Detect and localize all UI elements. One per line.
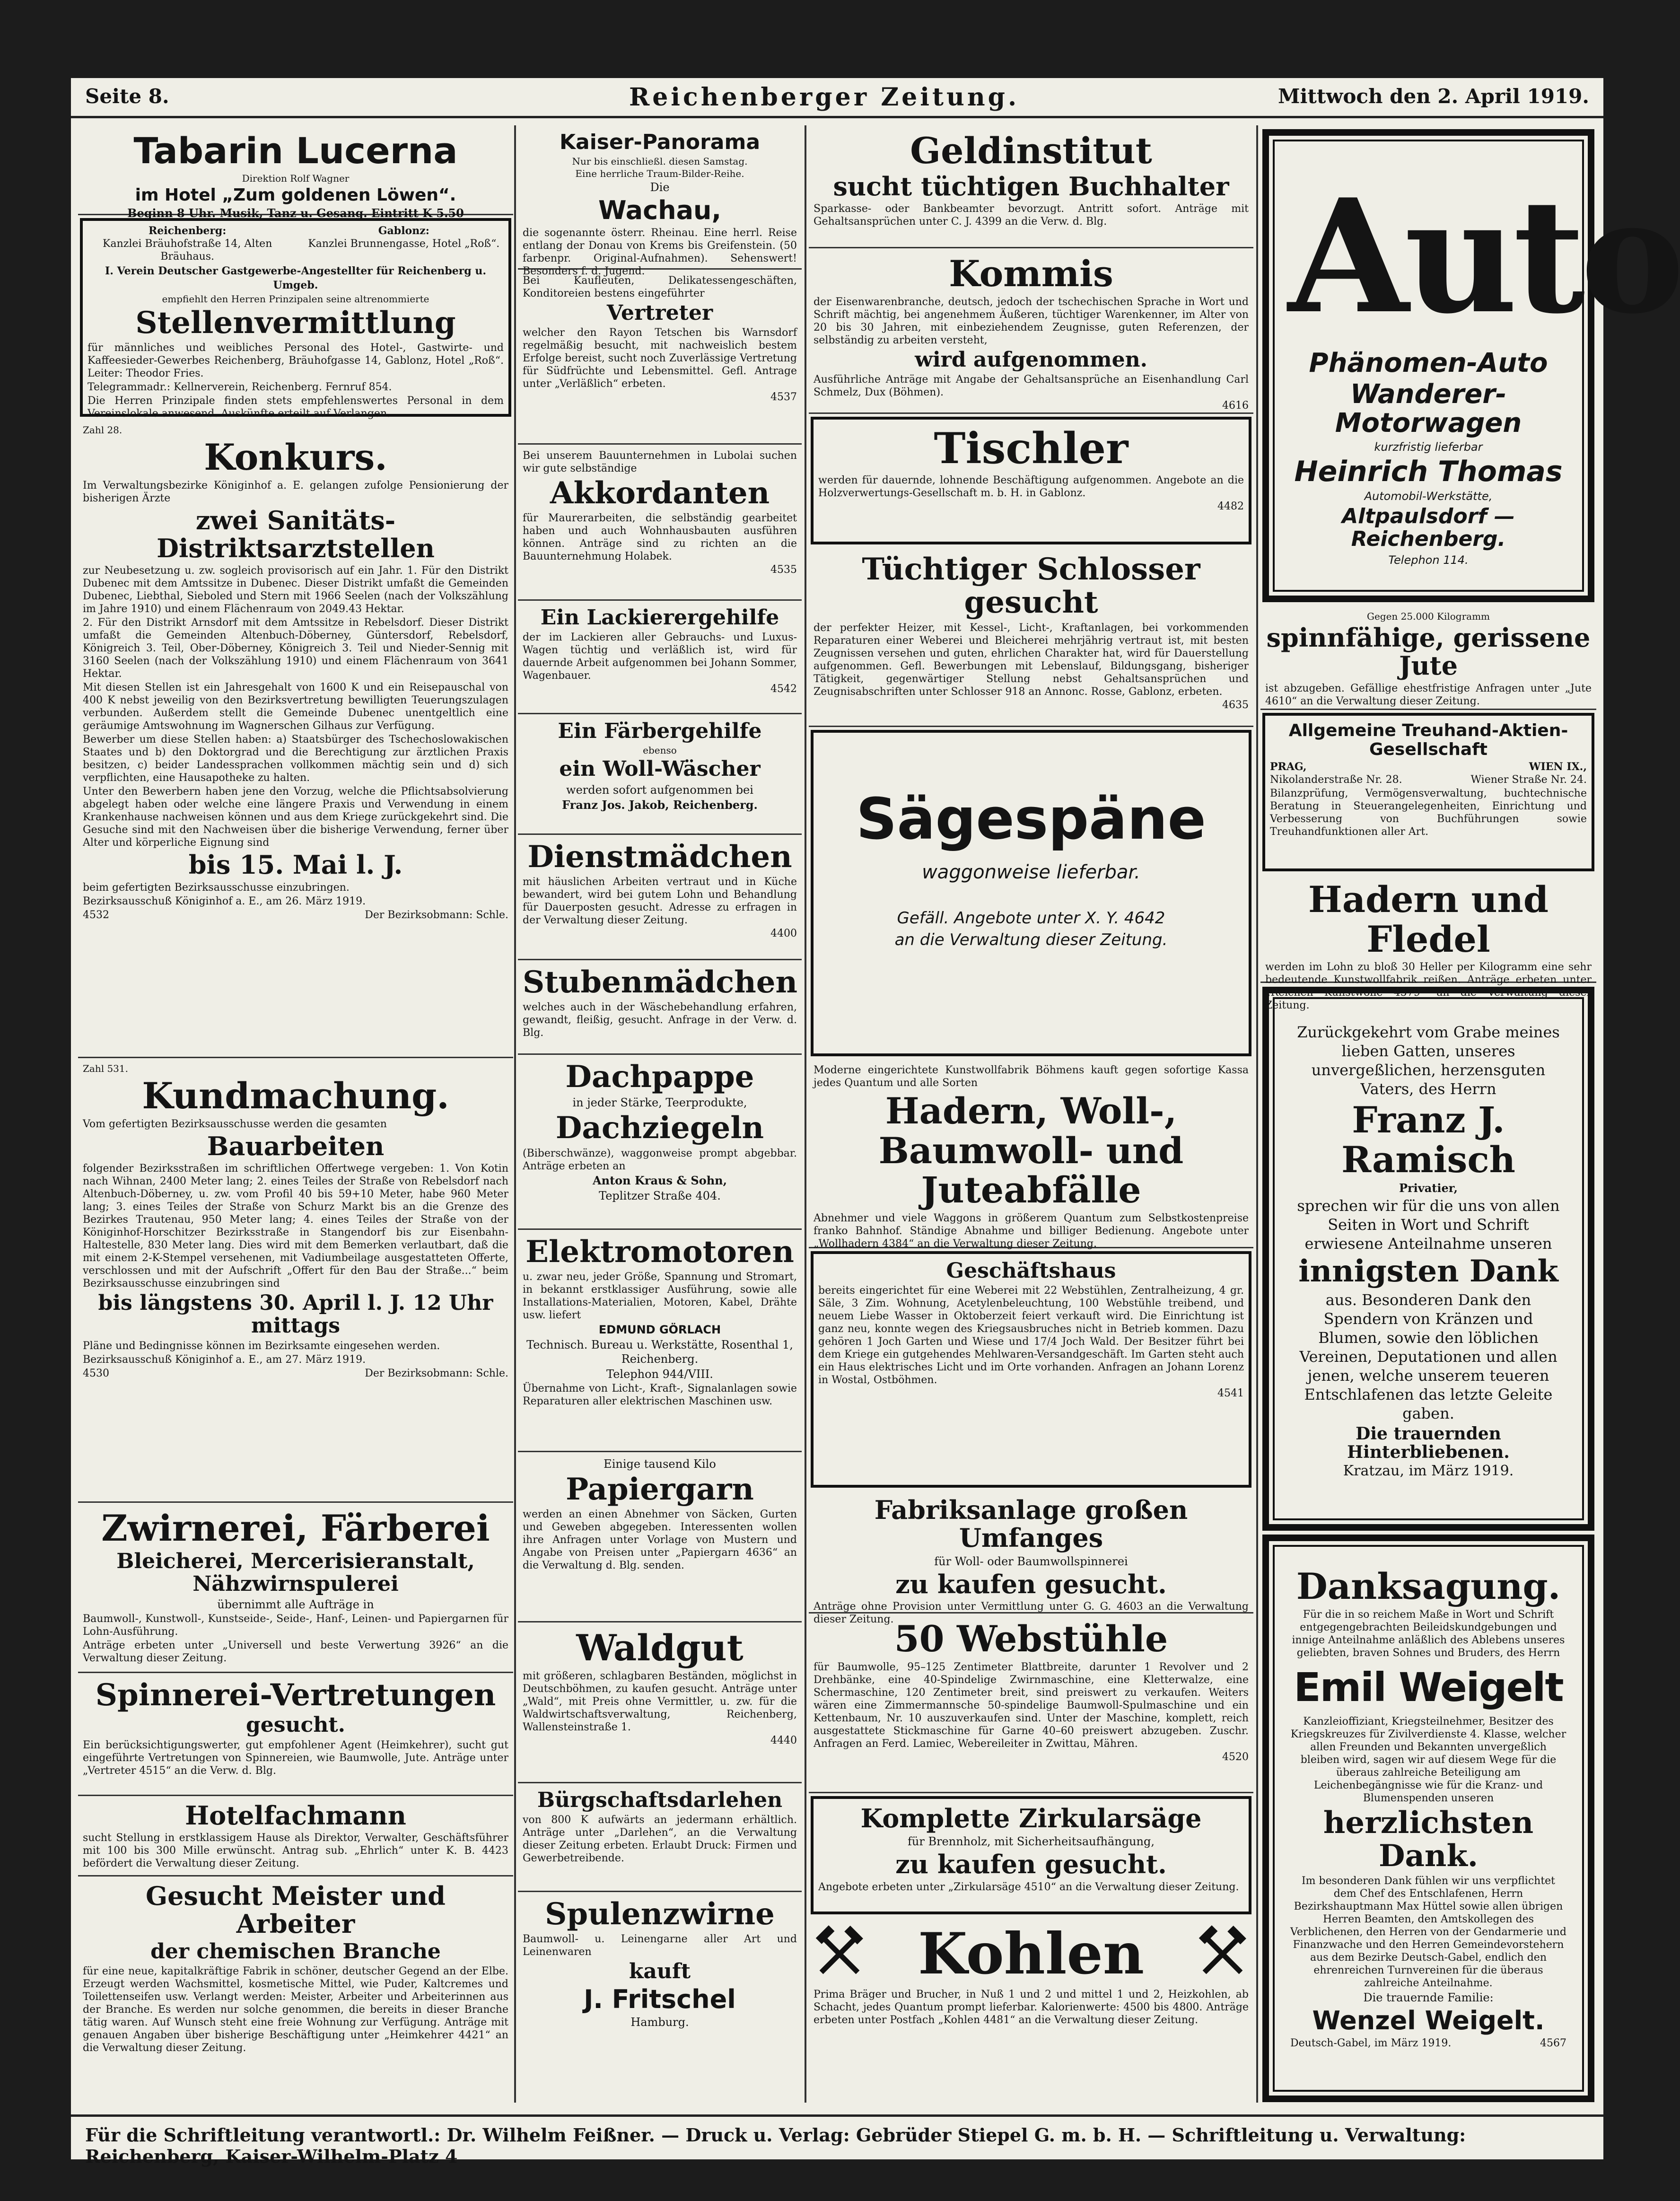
ad-papiergarn (518, 1452, 802, 1622)
ad-body: Bilanzprüfung, Vermögensverwaltung, buchtechnische Beratung in Steuerangelegenheiten, Einrichtung und Verbesserung von Buchführungen sowie Treuhandfunktionen aller Art. (1270, 788, 1587, 838)
ad-pre: Einige tausend Kilo (604, 1457, 716, 1471)
column-rule (514, 125, 516, 2103)
ad-title: Komplette Zirkularsäge (860, 1803, 1202, 1833)
ad-body: der perfekter Heizer, mit Kessel-, Licht-, Kraftanlagen, bei vorkommenden Reparaturen einer Weberei und Bleicherei mehrjährig vertraut ist, mit besten Zeugnissen versehen und guten, ehrlichen Charakter hat, wird für Dauerstellung aufgenommen. Gefl. Bewerbungen mit Lebenslauf, Bildungsgang, bisheriger Tätigkeit, gegenwärtiger Stellung nebst Gehaltsansprüchen und Zeugnisabschriften unter Schlosser 918 an Annonc. Rosse, Gablonz, erbeten. (814, 622, 1249, 698)
notice-deadline: bis 15. Mai l. J. (188, 850, 403, 880)
notice-requirements: Bewerber um diese Stellen haben: a) Staatsbürger des Tschechoslowakischen Staates und b) den Doktorgrad und die Berechtigung zur ärztlichen Praxis besitzen, c) beider Landessprachen vollkommen mächtig sein und d) sich verpflichten, eine Hausapotheke zu halten. (83, 734, 508, 784)
ad-end: Angebote erbeten unter „Zirkularsäge 4510“ an die Verwaltung dieser Zeitung. (818, 1881, 1239, 1893)
ad-line: in jeder Stärke, Teerprodukte, (572, 1096, 747, 1110)
ad-stellenvermittlung (80, 218, 511, 420)
notice-end: Pläne und Bedingnisse können im Bezirksamte eingesehen werden. (83, 1340, 440, 1352)
ad-phone: Telephon 114. (1388, 553, 1469, 567)
newspaper-page (71, 78, 1680, 2167)
ad-schlosser (809, 547, 1253, 727)
ad-note: Die Herren Prinzipale finden stets empfehlenswertes Personal in dem Vereinslokale anwesend. Auskünfte erteilt auf Verlangen. (88, 395, 504, 420)
ad-code: 4567 (1540, 2037, 1566, 2049)
ad-subtitle: wird aufgenommen. (915, 347, 1147, 372)
notice-subtitle: Bauarbeiten (207, 1131, 385, 1161)
ad-webstuehle (809, 1613, 1253, 1793)
ad-body: mit häuslichen Arbeiten vertraut und in Küche bewandert, wird bei gutem Lohn und Behandlung für Dauerposten gesucht. Adresse zu erfragen in der Verwaltung dieser Zeitung. (523, 876, 797, 927)
ad-vertreter (518, 270, 802, 445)
ad-body: werden im Lohn zu bloß 30 Heller per Kilogramm eine sehr bedeutende Kunstwollfabrik reißen. Anträge erbeten unter „Reichen Kunstwolle 4579“ an die Verwaltung dieser Zeitung. (1265, 961, 1592, 1012)
ad-title: 50 Webstühle (894, 1618, 1168, 1660)
page-header (71, 78, 1603, 118)
ad-line: Automobil-Werkstätte, (1364, 489, 1493, 503)
ad-body: der Eisenwarenbranche, deutsch, jedoch der tschechischen Sprache in Wort und Schrift mächtig, bei angenehmem Äußeren, tüchtiger Warenkenner, im Alter von 20 bis 30 Jahren, mit einbeziehendem Zeugnisse, guten Referenzen, der selbständig zu arbeiten versteht, (814, 296, 1249, 346)
newspaper-title: Reichenberger Zeitung. (629, 83, 1020, 112)
city-wien: WIEN IX., (1529, 761, 1587, 773)
ad-body: ist abzugeben. Gefällige ehestfristige Anfragen unter „Jute 4610“ an die Verwaltung dieser Zeitung. (1265, 682, 1592, 707)
column-1 (78, 125, 513, 2103)
ad-kommis (809, 248, 1253, 414)
ad-fabriksanlage (809, 1491, 1253, 1626)
ad-title: Gesucht Meister und Arbeiter (146, 1881, 446, 1939)
ad-phone: Telephon 944/VIII. (606, 1368, 713, 1381)
ad-treuhand (1262, 713, 1594, 871)
ad-auto (1262, 129, 1680, 602)
ad-title: Allgemeine Treuhand-Aktien-Gesellschaft (1288, 721, 1568, 759)
ad-body: werden sofort aufgenommen bei (566, 783, 753, 797)
obit-title: Danksagung. (1296, 1565, 1561, 1607)
ad-saegespaene (811, 730, 1251, 1056)
ad-title: Ein Färbergehilfe (558, 719, 762, 743)
office-reichenberg-address: Kanzlei Bräuhofstraße 14, Alten Bräuhaus. (103, 238, 272, 263)
obit-footer (1290, 2037, 1566, 2050)
ad-line: Wanderer-Motorwagen (1335, 378, 1522, 439)
ad-body: der im Lackieren aller Gebrauchs- und Luxus-Wagen tüchtig und verläßlich ist, wird für dauernde Arbeit aufgenommen bei Johann Sommer, Wagenbauer. (523, 631, 797, 682)
ad-title: Auto (1288, 165, 1680, 348)
ad-end: Anträge ohne Provision unter Vermittlung unter G. G. 4603 an die Verwaltung dieser Zeitung. (814, 1601, 1249, 1626)
obit-intro: Für die in so reichem Maße in Wort und Schrift entgegengebrachten Beileidskundgebungen und innige Anteilnahme anläßlich des Ablebens unseres geliebten, braven Sohnes und Bruders, des Herrn (1292, 1608, 1565, 1659)
ad-title: Elektromotoren (525, 1234, 794, 1270)
ad-association: I. Verein Deutscher Gastgewerbe-Angestellter für Reichenberg u. Umgeb. (105, 265, 487, 291)
notice-intro: Im Verwaltungsbezirke Königinhof a. E. gelangen zufolge Pensionierung der bisherigen Ärzte (83, 479, 508, 504)
ad-subtitle: gesucht. (246, 1713, 345, 1737)
ad-code: 4635 (1222, 699, 1249, 711)
ad-kauft: kauft (629, 1959, 691, 1984)
ad-title: Akkordanten (550, 475, 770, 511)
ad-intro: Bei Kaufleuten, Delikatessengeschäften, Konditoreien bestens eingeführter (523, 275, 797, 299)
ad-buergschaftsdarlehen (518, 1783, 802, 1892)
ad-code: 4537 (770, 391, 797, 403)
ad-address: Teplitzer Straße 404. (599, 1189, 721, 1202)
ad-body: für Maurerarbeiten, die selbständig gearbeitet haben und auch Wohnhausbauten ausführen können. Anträge sind zu richten an die Bauunternehmung Holabek. (523, 512, 797, 563)
ad-body: Ein berücksichtigungswerter, gut empfohlener Agent (Heimkehrer), sucht gut eingeführte Vertretungen von Spinnereien, wie Baumwolle, Jute. Anträge unter „Vertreter 4515“ an die Verw. d. Blg. (83, 1739, 508, 1777)
page-number: Seite 8. (85, 85, 169, 108)
ad-title: Tüchtiger Schlosser gesucht (862, 552, 1200, 621)
ad-body: für Baumwolle, 95–125 Zentimeter Blattbreite, darunter 1 Revolver und 2 Drehbänke, eine 40-Spindelige Zwirnmaschine, eine Kletterwalze, eine Schermaschine, 120 Zentimeter breit, sind preiswert zu verkaufen. Weiters wären eine Zimmermannsche 50-spindelige Baumwoll-Spulmaschine und ein Kettenbaum, Nr. 10 auszuverkaufen sind. Unter der Maschine, komplett, reich ausgestattete Stickmaschine für Garne 40–60 preiswert abzugeben. Zuschr. Anfragen an Ferd. Lamiec, Webereileiter in Zwittau, Mähren. (814, 1661, 1249, 1750)
ad-kohlen (809, 1917, 1253, 2045)
obituary-weigelt (1262, 1535, 1594, 2102)
column-rule (805, 125, 806, 2103)
ad-title: Dachziegeln (555, 1110, 764, 1146)
ad-body: werden für dauernde, lohnende Beschäftigung aufgenommen. Angebote an die Holzverwertungs-Gesellschaft m. b. H. in Gablonz. (818, 474, 1244, 499)
ad-zwirnerei (78, 1503, 513, 1673)
ad-title: Tischler (934, 423, 1129, 474)
ad-body: werden an einen Abnehmer von Säcken, Gurten und Geweben abgegeben. Interessenten wollen ihre Anfragen unter Vorlage von Mustern und Angabe von Preisen unter „Papiergarn 4636“ an die Verwaltung d. Blg. senden. (523, 1508, 797, 1572)
notice-subtitle: zwei Sanitäts-Distriktsarztstellen (157, 505, 435, 563)
ad-title: Stubenmädchen (523, 965, 797, 1000)
ad-city: Hamburg. (630, 2016, 689, 2029)
ad-code: 4482 (1217, 500, 1244, 512)
notice-paragraph: Mit diesen Stellen ist ein Jahresgehalt von 1600 K und ein Reisepauschal von 400 K nebst jeweilig von den Bezirksvertretung bewilligten Teuerungszulagen verbunden. Außerdem stellt die Gemeinde Dubenec unentgeltlich eine geräumige Amtswohnung im Wagnerschen Gilhaus zur Verfügung. (83, 682, 508, 732)
ad-address: Technisch. Bureau u. Werkstätte, Rosenthal 1, Reichenberg. (526, 1338, 793, 1366)
hammer-and-pick-icon (814, 1928, 866, 1980)
notice-body: folgender Bezirksstraßen im schriftlichen Offertwege vergeben: 1. Von Kotin nach Wihnan, 2400 Meter lang; 2. eines Teiles der Straße von Rebelsdorf nach Altenbuch-Döberney, u. zw. vom Profil 40 bis 59+10 Meter, habe 960 Meter lang; 3. eines Teiles der Straße von Schurz Markt bis an die Grenze des Bezirkes Trautenau, 950 Meter lang; 4. eines Teiles der Straße von der Königinhof-Horschitzer Bezirksstraße in Stangendorf bis zur Eisenbahn-Haltestelle, 830 Meter lang. Dies wird mit dem Bemerken verlautbart, daß die mit einem 2-K-Stempel versehenen, mit Vadiumbeilage ausgestatteten Offerte, verschlossen und mit der Aufschrift „Offert für den Bau der Straße...“ beim Bezirksausschusse einzubringen sind (83, 1162, 508, 1289)
ad-subtitle: Bleicherei, Mercerisieranstalt, Nähzwirnspulerei (116, 1549, 475, 1596)
obit-intro: Zurückgekehrt vom Grabe meines lieben Gatten, unseres unvergeßlichen, herzensguten Vaters, des Herrn (1297, 1023, 1560, 1098)
ad-code: 4535 (770, 564, 797, 576)
ad-pre: Gegen 25.000 Kilogramm (1366, 611, 1490, 622)
obit-body: Im besonderen Dank fühlen wir uns verpflichtet dem Chef des Entschlafenen, Herrn Bezirkshauptmann Max Hüttel sowie allen übrigen Herren Beamten, den Amtskollegen des Verblichenen, den Herren von der Gendarmerie und Finanzwache und den Herren Gemeindevorstehern aus dem Bezirke Deutsch-Gabel, endlich den ehrenreichen Turnvereinen für die überaus zahlreiche Anteilnahme. (1290, 1875, 1566, 1990)
ad-firm: J. Fritschel (584, 1984, 736, 2014)
notice-title: Kundmachung. (142, 1075, 449, 1117)
ad-body: sucht Stellung in erstklassigem Hause als Direktor, Verwalter, Geschäftsführer mit 100 bis 300 Mille erwünscht. Antrag sub. „Ehrlich“ unter K. B. 4423 befördert die Verwaltung dieser Zeitung. (83, 1832, 508, 1870)
page-footer (71, 2114, 1603, 2167)
ad-dienstmaedchen (518, 835, 802, 960)
ad-cities (1270, 761, 1587, 773)
ad-tail: Übernahme von Licht-, Kraft-, Signalanlagen sowie Reparaturen aller elektrischen Maschinen usw. (523, 1383, 797, 1408)
ad-spulenzwirne (518, 1892, 802, 2036)
ad-hotel: im Hotel „Zum goldenen Löwen“. (135, 185, 456, 205)
ad-lackierer (518, 601, 802, 714)
ad-subtitle: waggonweise lieferbar. (922, 861, 1140, 883)
ad-body: Abnehmer und viele Waggons in größerem Quantum zum Selbstkostenpreise franko Bahnhof. Ständige Abnahme und billiger Bedienung. Angebote unter „Wollhadern 4384“ an die Verwaltung dieser Zeitung. (814, 1212, 1249, 1250)
ad-subtitle: der chemischen Branche (150, 1939, 441, 1964)
ad-body: bereits eingerichtet für eine Weberei mit 22 Webstühlen, Zentralheizung, 4 gr. Säle, 3 Zim. Wohnung, Acetylenbeleuchtung, 100 Webstühle treibend, und neuem Liebe Wasser in Oktoberzeit feiert verkauft wird. Die Einrichtung ist ganz neu, konnte wegen des Kriegsausbruches nicht in Betrieb kommen. Dazu gehören 1 Joch Garten und Wiese und 17/4 Joch Wald. Der Besitzer führt bei dem Kriege ein gutgehendes Mehlwaren-Versandgeschäft. Im Garten steht auch ein Haus elektrisches Licht und im Orte vorhanden. Anfragen an Johann Lorenz in Wostal, Ostböhmen. (818, 1285, 1244, 1386)
ad-hotelfachmann (78, 1796, 513, 1877)
ad-line: für Brennholz, mit Sicherheitsaufhängung, (908, 1835, 1155, 1849)
ad-office-row (88, 237, 504, 263)
ad-line: kurzfristig lieferbar (1374, 440, 1483, 454)
ad-end: Anträge erbeten unter „Universell und beste Verwertung 3926“ an die Verwaltung dieser Zeitung. (83, 1640, 508, 1665)
address-prag: Nikolanderstraße Nr. 28. (1270, 774, 1402, 786)
ad-firm: Anton Kraus & Sohn, (593, 1173, 727, 1187)
ad-intro: Moderne eingerichtete Kunstwollfabrik Böhmens kauft gegen sofortige Kassa jedes Quantum und alle Sorten (814, 1064, 1249, 1089)
ad-subline: Direktion Rolf Wagner (242, 172, 350, 184)
ad-title: Spulenzwirne (545, 1896, 775, 1932)
ad-geldinstitut (809, 125, 1253, 248)
ad-line: Phänomen-Auto (1309, 348, 1548, 378)
ad-hadern-fledel (1260, 874, 1596, 1012)
ad-body: für männliches und weibliches Personal des Hotel-, Gastwirte- und Kaffeesieder-Gewerbes Reichenberg, Bräuhofgasse 14, Gablonz, Hotel „Roß“. Leiter: Theodor Fries. (88, 342, 504, 380)
notice-deadline: bis längstens 30. April l. J. 12 Uhr mittags (98, 1290, 493, 1338)
obit-signature-pre: Die trauernde Familie: (1363, 1991, 1494, 2005)
ad-title: Waldgut (576, 1627, 744, 1669)
ad-line: Die (650, 181, 670, 194)
ad-stubenmaedchen (518, 960, 802, 1055)
notice-paragraph: Unter den Bewerbern haben jene den Vorzug, welche die Pflichtsabsolvierung abgelegt haben oder welche eine längere Praxis und Verwendung in einem Krankenhause nachweisen können und aus dem Kriege zurückgekehrt sind. Die Gesuche sind mit den Nachweisen über die bisherige Verwendung, ferner über Alter und körperliche Eignung sind (83, 786, 508, 849)
ad-firm: EDMUND GÖRLACH (598, 1323, 721, 1337)
address-wien: Wiener Straße Nr. 24. (1470, 774, 1587, 786)
imprint: Für die Schriftleitung verantwortl.: Dr. Wilhelm Feißner. — Druck u. Verlag: Gebrüder Stiepel G. m. b. H. — Schriftleitung u. Verwaltung: Reichenberg, Kaiser-Wilhelm-Platz 4 (85, 2124, 1466, 2167)
ad-title: Dienstmädchen (527, 839, 792, 875)
ad-address: Altpaulsdorf — Reichenberg. (1342, 504, 1515, 552)
ad-info: Beginn 8 Uhr. Musik, Tanz u. Gesang. Eintritt K 5.50 (127, 206, 464, 220)
ad-kaiser-panorama (518, 125, 802, 277)
office-reichenberg: Reichenberg: (148, 225, 227, 237)
ad-body: welches auch in der Wäschebehandlung erfahren, gewandt, fleißig, gesucht. Anfrage in der Verw. d. Blg. (523, 1001, 797, 1039)
ad-title: Stellenvermittlung (135, 305, 456, 341)
ad-title: Hadern und Fledel (1308, 878, 1549, 960)
ad-title: Zwirnerei, Färberei (101, 1507, 490, 1549)
notice-number: Zahl 28. (83, 424, 122, 436)
ad-line: Nur bis einschließl. diesen Samstag. (572, 156, 748, 167)
ad-end: Ausführliche Anträge mit Angabe der Gehaltsansprüche an Eisenhandlung Carl Schmelz, Dux (Böhmen). (814, 373, 1249, 398)
ad-code: 4542 (770, 683, 797, 695)
ad-body: für eine neue, kapitalkräftige Fabrik in schöner, deutscher Gegend an der Elbe. Erzeugt werden Wachsmittel, kosmetische Mittel, wie Puder, Kaltcremes und Toilettenseifen usw. Verlangt werden: Meister, Arbeiter und Arbeiterinnen aus der Branche. Es werden nur solche genommen, die bereits in dieser Branche tätig waren. Auf Wunsch steht eine freie Wohnung zur Verfügung. Anträge mit genauen Angaben über bisherige Beschäftigung unter „Heimkehrer 4421“ an die Verwaltung dieser Zeitung. (83, 1965, 508, 2054)
ad-spinnerei (78, 1673, 513, 1796)
ad-office-row (88, 225, 504, 237)
obit-place: Kratzau, im März 1919. (1343, 1462, 1514, 1479)
ad-title: Bürgschaftsdarlehen (537, 1788, 783, 1812)
ad-title: Sägespäne (856, 787, 1206, 852)
ad-hadern (809, 1059, 1253, 1248)
notice-paragraph: 2. Für den Distrikt Arnsdorf mit dem Amtssitze in Rebelsdorf. Dieser Distrikt umfaßt die Gemeinden Altenbuch-Döberney, Güntersdorf, Rebelsdorf, Königreich 3. Teil, Ober-Döberney, Königreich 3. Teil und Nieder-Sennig mit 3160 Seelen (nach der Volkszählung 1910) und einem Flächenraum von 3641 Hektar. (83, 617, 508, 680)
column-2 (518, 125, 802, 2103)
ad-addresses (1270, 773, 1587, 786)
ad-title: ein Woll-Wäscher (559, 757, 761, 781)
ad-body: welcher den Rayon Tetschen bis Warnsdorf regelmäßig besucht, mit nachweislich bestem Erfolge bereist, sucht noch Zuverlässige Vertretung für Südfrüchte und Lebensmittel. Gefl. Antrage unter „Verläßlich“ erbeten. (523, 327, 797, 390)
notice-paragraph: zur Neubesetzung u. zw. sogleich provisorisch auf ein Jahr. 1. Für den Distrikt Dubenec mit dem Amtssitze in Dubenec. Dieser Distrikt umfaßt die Gemeinden Dubenec, Liebthal, Sieboled und Stern mit 1966 Seelen (nach der Volkszählung im Jahre 1910) und einem Flächenraum von 2049.43 Hektar. (83, 565, 508, 615)
obit-signature: Die trauernden Hinterbliebenen. (1347, 1423, 1510, 1463)
ad-title: Ein Lackierergehilfe (540, 605, 779, 630)
notice-title: Konkurs. (204, 436, 387, 478)
obit-body: Kanzleioffiziant, Kriegsteilnehmer, Besitzer des Kriegskreuzes für Zivilverdienste 4. Klasse, welcher allen Freunden und Bekannten unvergeßlich bleiben wird, sagen wir auf diesem Wege für die überaus zahlreiche Beteiligung am Leichenbegängnisse wie für die Kranz- und Blumenspenden unseren (1290, 1715, 1566, 1804)
ad-code: 4541 (1217, 1387, 1244, 1400)
ad-firm: Franz Jos. Jakob, Reichenberg. (562, 798, 758, 812)
ad-title: Tabarin Lucerna (133, 130, 458, 172)
notice-signatory: Der Bezirksobmann: Schle. (365, 909, 508, 921)
ad-title-row (814, 1921, 1249, 1987)
ad-intro: empfiehlt den Herren Prinzipalen seine altrenommierte (162, 293, 429, 305)
notice-konkurs (78, 420, 513, 1058)
notice-footer (83, 909, 508, 921)
ad-line: an die Verwaltung dieser Zeitung. (894, 930, 1168, 949)
obit-body: aus. Besonderen Dank den Spendern von Kränzen und Blumen, sowie den löblichen Vereinen, Deputationen und allen jenen, welche unserem teueren Entschlafenen das letzte Geleite gaben. (1299, 1290, 1558, 1422)
ad-elektromotoren (518, 1230, 802, 1452)
column-3 (809, 125, 1253, 2103)
ad-title: Dachpappe (565, 1059, 754, 1095)
ad-body: Prima Bräger und Brucher, in Nuß 1 und 2 und mittel 1 und 2, Heizkohlen, ab Schacht, jedes Quantum prompt lieferbar. Kalorienwerte: 4500 bis 4800. Anträge erbeten unter Postfach „Kohlen 4481“ an die Verwaltung dieser Zeitung. (814, 1989, 1249, 2026)
ad-akkordanten (518, 445, 802, 601)
ad-line: für Woll- oder Baumwollspinnerei (934, 1554, 1128, 1568)
obit-thanks: herzlichsten Dank. (1323, 1805, 1534, 1874)
ad-tischler (811, 417, 1251, 544)
ad-meister (78, 1877, 513, 2054)
obit-place: Deutsch-Gabel, im März 1919. (1290, 2037, 1452, 2049)
notice-number: Zahl 531. (83, 1063, 128, 1074)
ad-subtitle: sucht tüchtigen Buchhalter (833, 171, 1229, 202)
ad-line: Eine herrliche Traum-Bilder-Reihe. (575, 168, 744, 180)
obit-signature: Wenzel Weigelt. (1312, 2006, 1545, 2036)
obit-name: Franz J. Ramisch (1341, 1099, 1515, 1181)
notice-kundmachung (78, 1058, 513, 1503)
ad-title: Hadern, Woll-, Baumwoll- und Juteabfälle (878, 1090, 1184, 1211)
obit-role: Privatier, (1399, 1181, 1458, 1195)
ad-headline: Wachau, (598, 195, 721, 226)
notice-footer (83, 1367, 508, 1380)
ad-body: u. zwar neu, jeder Größe, Spannung und Stromart, in bekannt erstklassiger Ausführung, sowie alle Installations-Materialien, Motoren, Kabel, Drähte usw. liefert (523, 1271, 797, 1322)
obit-name: Emil Weigelt (1294, 1664, 1563, 1710)
ad-title: Spinnerei-Vertretungen (95, 1677, 496, 1713)
ad-title: spinnfähige, gerissene Jute (1266, 623, 1591, 681)
ad-code: 4532 (83, 909, 109, 921)
ad-geschaeftshaus (811, 1251, 1251, 1488)
notice-signature: Bezirksausschuß Königinhof a. E., am 26. März 1919. (83, 895, 366, 907)
ad-title: Kaiser-Panorama (559, 130, 761, 154)
ad-title: Geschäftshaus (946, 1259, 1116, 1283)
obit-body: sprechen wir für die uns von allen Seiten in Wort und Schrift erwiesene Anteilnahme unseren (1297, 1197, 1560, 1253)
ad-zirkularsaege (811, 1796, 1251, 1914)
ad-code: 4616 (1222, 399, 1249, 412)
ad-title: Geldinstitut (910, 130, 1152, 172)
ad-code: 4440 (770, 1734, 797, 1746)
ad-intro: Bei unserem Bauunternehmen in Lubolai suchen wir gute selbständige (523, 450, 797, 474)
ad-dachpappe (518, 1055, 802, 1230)
ad-title: Kommis (949, 253, 1113, 295)
city-prag: PRAG, (1270, 761, 1307, 773)
ad-body: mit größeren, schlagbaren Beständen, möglichst in Deutschböhmen, zu kaufen gesucht. Anträge unter „Wald“, mit Preis ohne Vermittler, u. zw. für die Waldwirtschaftsverwaltung, Reichenberg, Wallensteinstraße 1. (523, 1670, 797, 1733)
issue-date: Mittwoch den 2. April 1919. (1278, 85, 1589, 108)
ad-side: übernimmt alle Aufträge in (217, 1598, 374, 1612)
office-gablonz: Gablonz: (378, 225, 429, 237)
ad-tabarin (78, 125, 513, 220)
notice-signature: Bezirksausschuß Königinhof a. E., am 27. März 1919. (83, 1353, 366, 1366)
ad-jute (1260, 606, 1596, 710)
ad-waldgut (518, 1622, 802, 1783)
hammer-and-pick-icon (1197, 1928, 1249, 1980)
column-4 (1260, 125, 1680, 2103)
ad-body: die sogenannte österr. Rheinau. Eine herrl. Reise entlang der Donau von Krems bis Greifenstein. (50 farbenpr. Original-Aufnahmen). Sehenswert! Besonders f. d. Jugend. (523, 227, 797, 277)
ad-line: Gefäll. Angebote unter X. Y. 4642 (897, 909, 1165, 928)
ad-title: Fabriksanlage großen Umfanges (874, 1495, 1188, 1553)
office-gablonz-address: Kanzlei Brunnengasse, Hotel „Roß“. (308, 238, 500, 250)
ad-faerbergehilfe (518, 714, 802, 835)
ad-body: von 800 K aufwärts an jedermann erhältlich. Anträge unter „Darlehen“, an die Verwaltung dieser Zeitung erbeten. Erlaubt Druck: Firmen und Gewerbetreibende. (523, 1814, 797, 1865)
notice-signatory: Der Bezirksobmann: Schle. (365, 1367, 508, 1379)
notice-end: beim gefertigten Bezirksausschusse einzubringen. (83, 881, 350, 894)
ad-title: Hotelfachmann (185, 1800, 406, 1831)
ad-code: 4400 (770, 928, 797, 940)
ad-title: Kohlen (918, 1920, 1145, 1987)
ad-code: 4520 (1222, 1751, 1249, 1763)
ad-connector: ebenso (643, 745, 677, 756)
ad-body: Sparkasse- oder Bankbeamter bevorzugt. Antritt sofort. Anträge mit Gehaltsansprüchen unter C. J. 4399 an die Verw. d. Blg. (814, 202, 1249, 228)
ad-code: 4530 (83, 1367, 109, 1379)
ad-subtitle: zu kaufen gesucht. (895, 1849, 1167, 1880)
ad-telegram: Telegrammadr.: Kellnerverein, Reichenberg. Fernruf 854. (88, 381, 392, 394)
ad-subtitle: zu kaufen gesucht. (895, 1569, 1167, 1599)
ad-firm: Heinrich Thomas (1294, 455, 1563, 488)
notice-intro: Vom gefertigten Bezirksausschusse werden die gesamten (83, 1118, 387, 1130)
obit-thanks: innigsten Dank (1298, 1254, 1558, 1289)
ad-body: Baumwoll- u. Leinengarne aller Art und Leinenwaren (523, 1933, 797, 1958)
ad-title: Papiergarn (566, 1472, 754, 1507)
ad-title: Vertreter (606, 301, 713, 325)
ad-body: Baumwoll-, Kunstwoll-, Kunstseide-, Seide-, Hanf-, Leinen- und Papiergarnen für Lohn-Ausführung. (83, 1613, 508, 1638)
column-rule (1256, 125, 1258, 2103)
obituary-ramisch (1262, 987, 1594, 1531)
ad-body: (Biberschwänze), waggonweise prompt abgebbar. Anträge erbeten an (523, 1147, 797, 1172)
